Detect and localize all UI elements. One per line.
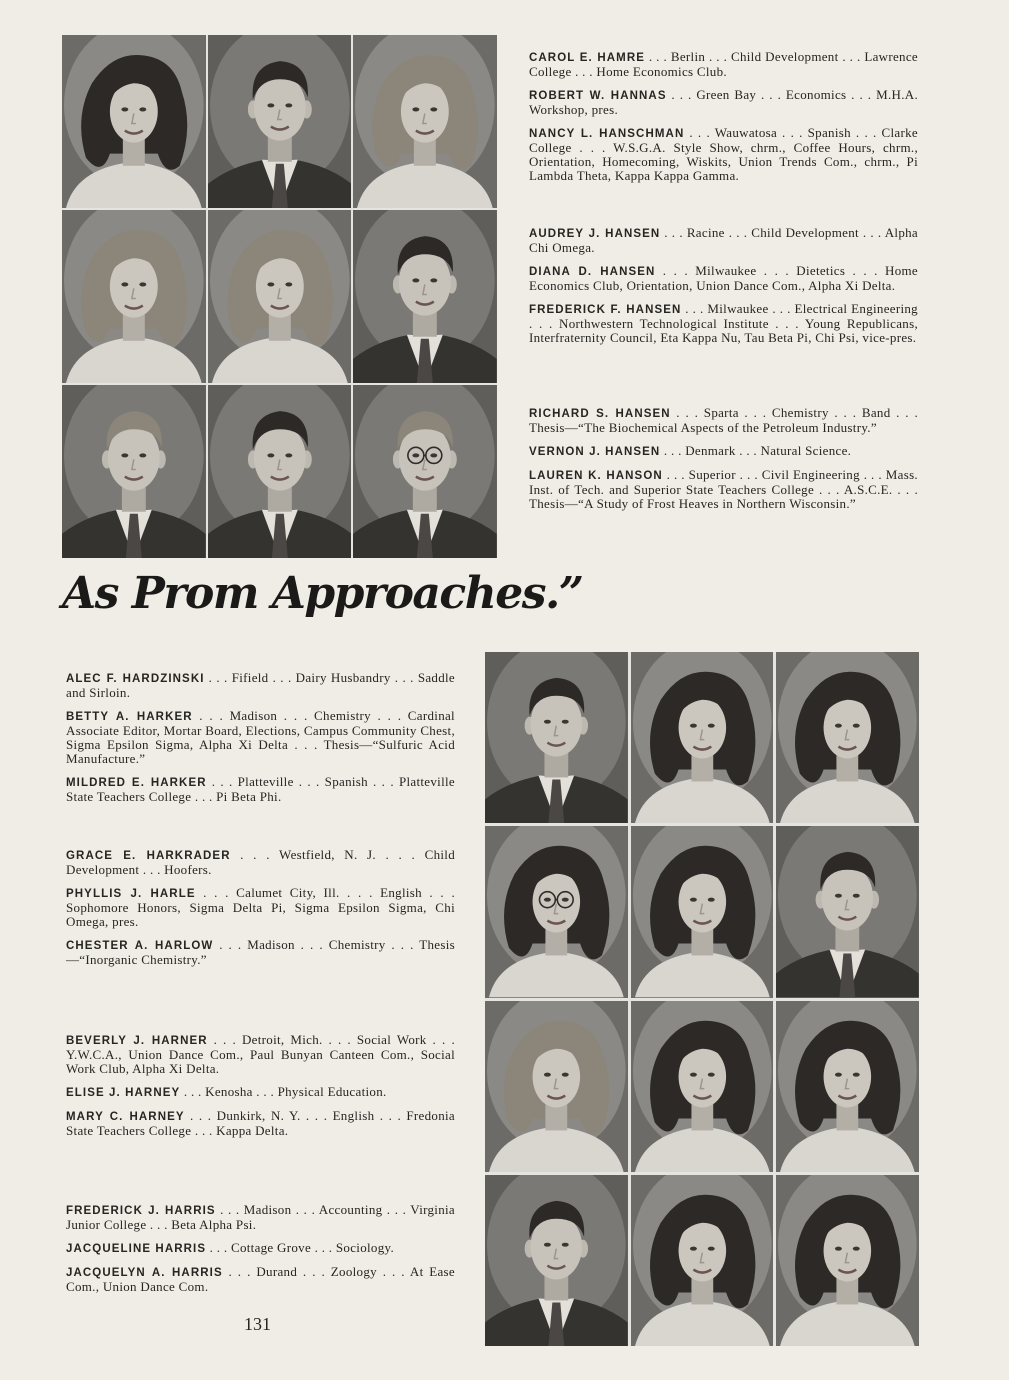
student-entry <box>66 886 455 929</box>
student-details: . . . Westfield, N. J. . . . Child Development . . . Hoofers. <box>66 847 455 877</box>
student-details: . . . Superior . . . Civil Engineering . . . Mass. Inst. of Tech. and Superior State Teachers College . . . A.S.C.E. . . . Thesis—“A Study of Frost Heaves in Northern Wisconsin.” <box>529 467 918 511</box>
student-entry <box>66 709 455 766</box>
student-name: CHESTER A. HARLOW <box>66 940 214 952</box>
student-details: . . . Kenosha . . . Physical Education. <box>183 1084 387 1099</box>
portrait-photo <box>208 385 352 558</box>
portrait-image <box>208 35 352 208</box>
entries-group-top-3 <box>529 406 918 520</box>
portrait-photo <box>485 826 628 997</box>
portrait-photo <box>485 1175 628 1346</box>
portrait-photo <box>208 35 352 208</box>
portrait-image <box>776 1175 919 1346</box>
student-entry <box>66 938 455 967</box>
student-name: LAUREN K. HANSON <box>529 470 663 482</box>
student-name: MARY C. HARNEY <box>66 1111 185 1123</box>
portrait-image <box>62 385 206 558</box>
student-entry <box>66 848 455 877</box>
student-entry <box>66 1241 455 1256</box>
portrait-grid-bottom <box>485 652 919 1346</box>
entries-group-top-1 <box>529 50 918 192</box>
student-details: . . . Milwaukee . . . Dietetics . . . Home Economics Club, Orientation, Union Dance Com., Alpha Xi Delta. <box>529 263 918 293</box>
student-details: . . . Fifield . . . Dairy Husbandry . . . Saddle and Sirloin. <box>66 670 456 700</box>
student-entry <box>529 264 918 293</box>
student-name: DIANA D. HANSEN <box>529 266 656 278</box>
student-name: PHYLLIS J. HARLE <box>66 888 196 900</box>
student-entry <box>66 1033 455 1076</box>
student-name: FREDERICK F. HANSEN <box>529 304 682 316</box>
student-name: CAROL E. HAMRE <box>529 52 645 64</box>
portrait-photo <box>776 652 919 823</box>
portrait-image <box>485 1175 628 1346</box>
portrait-photo <box>631 1175 774 1346</box>
student-details: . . . Cottage Grove . . . Sociology. <box>209 1240 395 1255</box>
portrait-image <box>485 1001 628 1172</box>
student-name: GRACE E. HARKRADER <box>66 850 231 862</box>
portrait-image <box>776 652 919 823</box>
portrait-photo <box>353 385 497 558</box>
portrait-photo <box>62 210 206 383</box>
portrait-photo <box>776 826 919 997</box>
portrait-image <box>62 210 206 383</box>
portrait-image <box>208 385 352 558</box>
student-details: . . . Milwaukee . . . Electrical Engineering . . . Northwestern Technological Institute . . . Young Republicans, Interfraternity Council, Eta Kappa Nu, Tau Beta Pi, Chi Psi, vice-pres. <box>529 301 918 345</box>
student-details: . . . Wauwatosa . . . Spanish . . . Clarke College . . . W.S.G.A. Style Show, chrm., Coffee Hours, chrm., Orientation, Homecoming, Wiskits, Union Trends Com., chrm., Pi Lambda Theta, Kappa Kappa Gamma. <box>529 125 918 183</box>
portrait-image <box>62 35 206 208</box>
portrait-image <box>631 826 774 997</box>
portrait-image <box>631 652 774 823</box>
portrait-photo <box>485 652 628 823</box>
student-entry <box>529 50 918 79</box>
portrait-photo <box>776 1175 919 1346</box>
student-details: . . . Calumet City, Ill. . . . English . . . Sophomore Honors, Sigma Delta Pi, Sigma Epsilon Sigma, Chi Omega, pres. <box>66 885 455 929</box>
student-details: . . . Denmark . . . Natural Science. <box>663 443 852 458</box>
student-entry <box>529 126 918 183</box>
entries-group-bottom-2 <box>66 848 455 976</box>
student-details: . . . Sparta . . . Chemistry . . . Band . . . Thesis—“The Biochemical Aspects of the Petroleum Industry.” <box>529 405 918 435</box>
entries-group-bottom-3 <box>66 1033 455 1147</box>
portrait-image <box>631 1175 774 1346</box>
portrait-image <box>631 1001 774 1172</box>
student-name: ELISE J. HARNEY <box>66 1087 181 1099</box>
student-name: NANCY L. HANSCHMAN <box>529 128 685 140</box>
portrait-image <box>353 210 497 383</box>
section-title: As Prom Approaches.” <box>62 568 583 619</box>
student-entry <box>66 775 455 804</box>
portrait-photo <box>353 210 497 383</box>
student-details: . . . Racine . . . Child Development . . . Alpha Chi Omega. <box>529 225 918 255</box>
student-name: VERNON J. HANSEN <box>529 446 661 458</box>
student-details: . . . Madison . . . Chemistry . . . Thesis—“Inorganic Chemistry.” <box>66 937 455 967</box>
entries-group-bottom-4 <box>66 1203 455 1303</box>
student-name: BETTY A. HARKER <box>66 711 193 723</box>
portrait-photo <box>631 826 774 997</box>
student-entry <box>66 1085 455 1100</box>
student-details: . . . Durand . . . Zoology . . . At Ease Com., Union Dance Com. <box>66 1264 455 1294</box>
student-entry <box>66 1265 455 1294</box>
portrait-photo <box>353 35 497 208</box>
portrait-grid-top <box>62 35 497 558</box>
student-name: ROBERT W. HANNAS <box>529 90 667 102</box>
student-name: AUDREY J. HANSEN <box>529 228 661 240</box>
student-entry <box>529 468 918 511</box>
student-details: . . . Berlin . . . Child Development . . . Lawrence College . . . Home Economics Club. <box>529 49 918 79</box>
student-entry <box>529 302 918 345</box>
portrait-photo <box>631 1001 774 1172</box>
student-entry <box>66 1203 455 1232</box>
student-details: . . . Dunkirk, N. Y. . . . English . . . Fredonia State Teachers College . . . Kappa Delta. <box>66 1108 455 1138</box>
entries-group-bottom-1 <box>66 671 455 813</box>
student-name: RICHARD S. HANSEN <box>529 408 671 420</box>
student-details: . . . Green Bay . . . Economics . . . M.H.A. Workshop, pres. <box>529 87 918 117</box>
student-name: ALEC F. HARDZINSKI <box>66 673 205 685</box>
portrait-photo <box>631 652 774 823</box>
portrait-photo <box>62 385 206 558</box>
student-entry <box>529 444 918 459</box>
student-name: JACQUELYN A. HARRIS <box>66 1267 223 1279</box>
portrait-image <box>776 1001 919 1172</box>
student-name: FREDERICK J. HARRIS <box>66 1205 216 1217</box>
portrait-image <box>485 826 628 997</box>
portrait-photo <box>62 35 206 208</box>
page-number: 131 <box>244 1314 271 1334</box>
student-name: JACQUELINE HARRIS <box>66 1243 207 1255</box>
portrait-image <box>485 652 628 823</box>
portrait-image <box>353 385 497 558</box>
student-entry <box>66 671 455 700</box>
student-details: . . . Madison . . . Accounting . . . Virginia Junior College . . . Beta Alpha Psi. <box>66 1202 455 1232</box>
student-details: . . . Detroit, Mich. . . . Social Work . . . Y.W.C.A., Union Dance Com., Paul Bunyan Canteen Com., Social Work Club, Alpha Xi Delta. <box>66 1032 455 1076</box>
portrait-image <box>208 210 352 383</box>
student-details: . . . Madison . . . Chemistry . . . Cardinal Associate Editor, Mortar Board, Elections, Campus Community Chest, Sigma Epsilon Sigma, Alpha Xi Delta . . . Thesis—“Sulfuric Acid Manufacture.” <box>66 708 455 766</box>
entries-group-top-2 <box>529 226 918 354</box>
student-entry <box>529 226 918 255</box>
student-name: BEVERLY J. HARNER <box>66 1035 208 1047</box>
student-entry <box>529 88 918 117</box>
portrait-photo <box>776 1001 919 1172</box>
portrait-photo <box>208 210 352 383</box>
student-details: . . . Platteville . . . Spanish . . . Platteville State Teachers College . . . Pi Beta Phi. <box>66 774 455 804</box>
student-entry <box>66 1109 455 1138</box>
portrait-image <box>776 826 919 997</box>
portrait-photo <box>485 1001 628 1172</box>
student-name: MILDRED E. HARKER <box>66 777 207 789</box>
portrait-image <box>353 35 497 208</box>
student-entry <box>529 406 918 435</box>
